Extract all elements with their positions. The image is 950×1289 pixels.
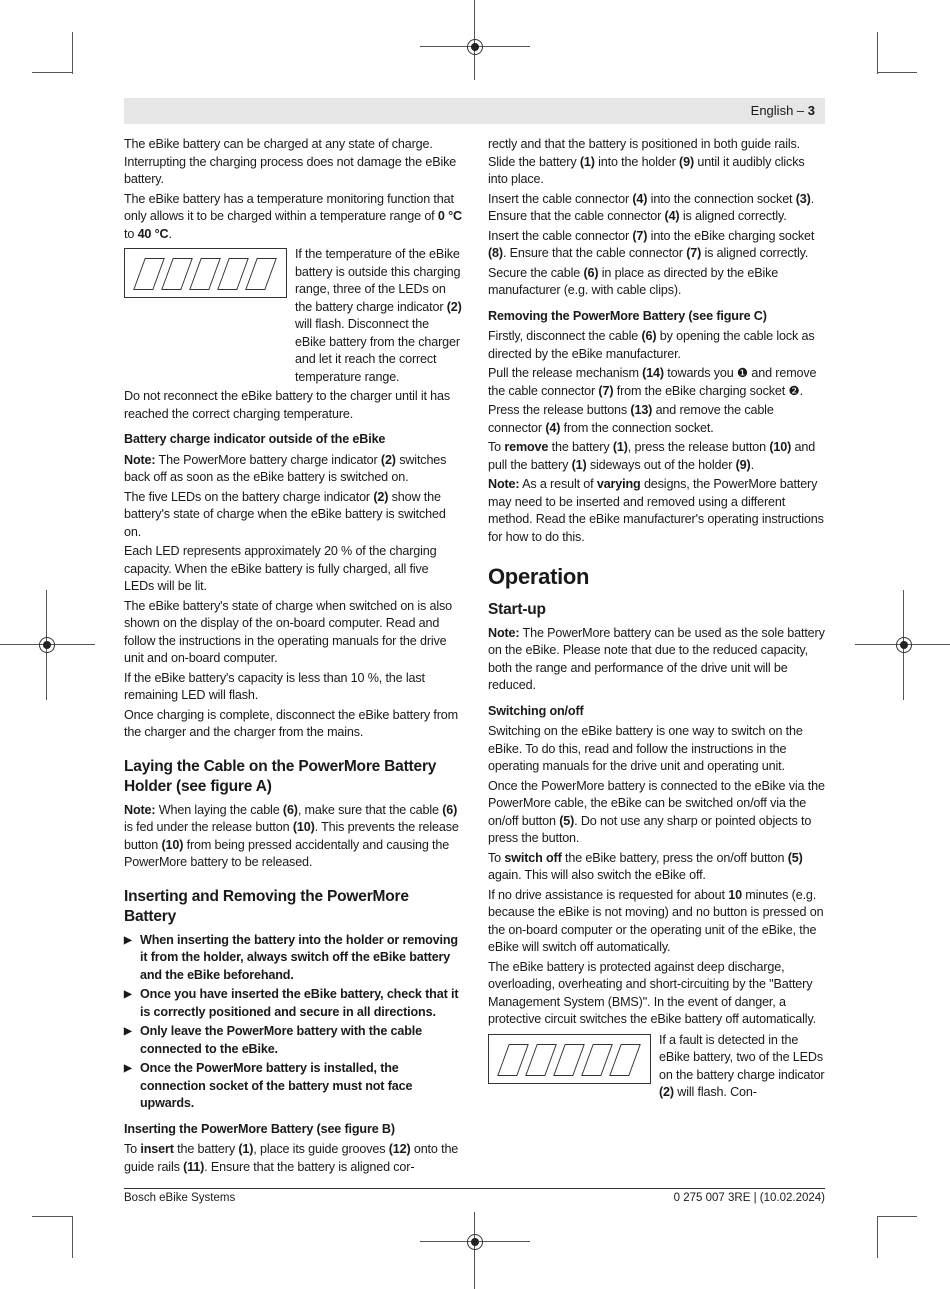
paragraph: If no drive assistance is requested for about 10 minutes (e.g. because the eBike is not moving) and no button is pressed on the on-board computer or the operating unit of the eBike, the eBike will switch off automatically. [488,887,824,954]
paragraph: Note: As a result of varying designs, the PowerMore battery may need to be inserted and removed using a different method. Read the eBike manufacturer's operating instructions for how to do this. [488,477,824,544]
crop-mark [877,1216,878,1258]
paragraph: Press the release buttons (13) and remove the cable connector (4) from the connection socket. [488,403,774,435]
paragraph: The eBike battery is protected against deep discharge, overloading, overheating and short-circuiting by the "Battery Management System (BMS)". In the event of danger, a protective circuit switches the eBike battery off automatically. [488,959,817,1026]
section-heading: Inserting and Removing the PowerMore Battery [124,887,409,925]
paragraph: Firstly, disconnect the cable (6) by opening the cable lock as directed by the eBike manufacturer. [488,329,815,361]
registration-mark-icon [467,39,483,55]
footer-publisher: Bosch eBike Systems [124,1192,236,1204]
chapter-heading: Operation [488,564,590,589]
paragraph: Insert the cable connector (4) into the connection socket (3). Ensure that the cable connector (4) is aligned correctly. [488,191,815,223]
page-header [124,98,825,124]
battery-fault-figure [488,1032,826,1102]
paragraph: Once charging is complete, disconnect the eBike battery from the charger and the charger from the mains. [124,707,459,739]
paragraph: Note: The PowerMore battery charge indicator (2) switches back off as soon as the eBike battery is switched on. [124,452,447,484]
paragraph: Each LED represents approximately 20 % of the charging capacity. When the eBike battery is fully charged, all five LEDs will be lit. [124,544,437,593]
paragraph: The eBike battery has a temperature monitoring function that only allows it to be charged within a temperature range of 0 °C to 40 °C. [124,191,462,241]
section-heading: Switching on/off [488,703,584,718]
paragraph: Secure the cable (6) in place as directed by the eBike manufacturer (e.g. with cable clips). [488,265,779,297]
paragraph: The eBike battery's state of charge when switched on is also shown on the display of the on-board computer. Read and follow the instructions in the operating manuals for the drive unit and on-board computer. [124,598,453,665]
crop-mark [72,32,73,74]
section-heading: Start-up [488,600,546,618]
crop-mark [474,1212,475,1289]
paragraph: Insert the cable connector (7) into the eBike charging socket (8). Ensure that the cable connector (7) is aligned correctly. [488,228,815,260]
paragraph: If the eBike battery's capacity is less than 10 %, the last remaining LED will flash. [124,670,425,702]
paragraph: To switch off the eBike battery, press the on/off button (5) again. This will also switch the eBike off. [488,850,803,882]
paragraph: To remove the battery (1), press the release button (10) and pull the battery (1) sideways out of the holder (9). [488,440,816,472]
paragraph: Note: The PowerMore battery can be used as the sole battery on the eBike. Please note that due to the reduced capacity, both the range and performance of the drive unit will be reduced. [488,625,825,692]
footer-divider [124,1188,825,1189]
page-header-text: English – 3 [750,103,815,118]
warning-bullet: ▶ When inserting the battery into the holder or removing it from the holder, always switch off the eBike battery and the eBike beforehand. [124,932,462,985]
crop-mark [32,1216,72,1217]
paragraph: rectly and that the battery is positioned in both guide rails. Slide the battery (1) into the holder (9) until it audibly clicks into place. [488,137,805,186]
registration-mark-icon [39,637,55,653]
figure-caption: If a fault is detected in the eBike battery, two of the LEDs on the battery charge indicator (2) will flash. Con- [659,1032,825,1099]
warning-bullet: ▶ Once the PowerMore battery is installed, the connection socket of the battery must not face upwards. [124,1060,462,1113]
paragraph: Do not reconnect the eBike battery to the charger until it has reached the correct charging temperature. [124,389,451,421]
figure-caption: If the temperature of the eBike battery is outside this charging range, three of the LEDs on the battery charge indicator (2) will flash. Disconnect the eBike battery from the charger and let it reach the correct temperature range. [295,247,462,384]
crop-mark [32,72,72,73]
registration-mark-icon [467,1234,483,1250]
page-number: 3 [807,103,815,118]
paragraph: Switching on the eBike battery is one way to switch on the eBike. To do this, read and follow the instructions in the operating manuals for the drive unit and operating unit. [488,724,803,773]
temperature-fault-figure [124,246,462,386]
warning-bullet: ▶ Only leave the PowerMore battery with the cable connected to the eBike. [124,1023,462,1058]
paragraph: To insert the battery (1), place its guide grooves (12) onto the guide rails (11). Ensure that the battery is aligned cor- [124,1142,459,1174]
left-column [124,136,462,1178]
section-heading: Inserting the PowerMore Battery (see figure B) [124,1121,395,1136]
battery-leds-three-flashing-icon [124,248,287,298]
warning-bullet: ▶ Once you have inserted the eBike battery, check that it is correctly positioned and secure in all directions. [124,986,462,1021]
registration-mark-icon [896,637,912,653]
paragraph: Note: When laying the cable (6), make sure that the cable (6) is fed under the release button (10). This prevents the release button (10) from being pressed accidentally and causing the PowerMore battery to be released. [124,802,459,869]
crop-mark [877,72,917,73]
section-heading: Removing the PowerMore Battery (see figure C) [488,308,767,323]
section-heading: Laying the Cable on the PowerMore Battery Holder (see figure A) [124,757,437,795]
paragraph: The five LEDs on the battery charge indicator (2) show the battery's state of charge when the eBike battery is switched on. [124,489,446,539]
crop-mark [877,1216,917,1217]
right-column [488,136,826,1104]
paragraph: Once the PowerMore battery is connected to the eBike via the PowerMore cable, the eBike can be switched on/off via the on/off button (5). Do not use any sharp or pointed objects to press the button. [488,778,825,845]
crop-mark [72,1216,73,1258]
paragraph: The eBike battery can be charged at any state of charge. Interrupting the charging process does not damage the eBike battery. [124,137,457,186]
footer-doc-number: 0 275 007 3RE | (10.02.2024) [673,1192,825,1204]
crop-mark [877,32,878,74]
paragraph: Pull the release mechanism (14) towards you ❶ and remove the cable connector (7) from the eBike charging socket ❷. [488,366,817,398]
battery-leds-two-flashing-icon [488,1034,651,1084]
section-heading: Battery charge indicator outside of the eBike [124,432,386,446]
